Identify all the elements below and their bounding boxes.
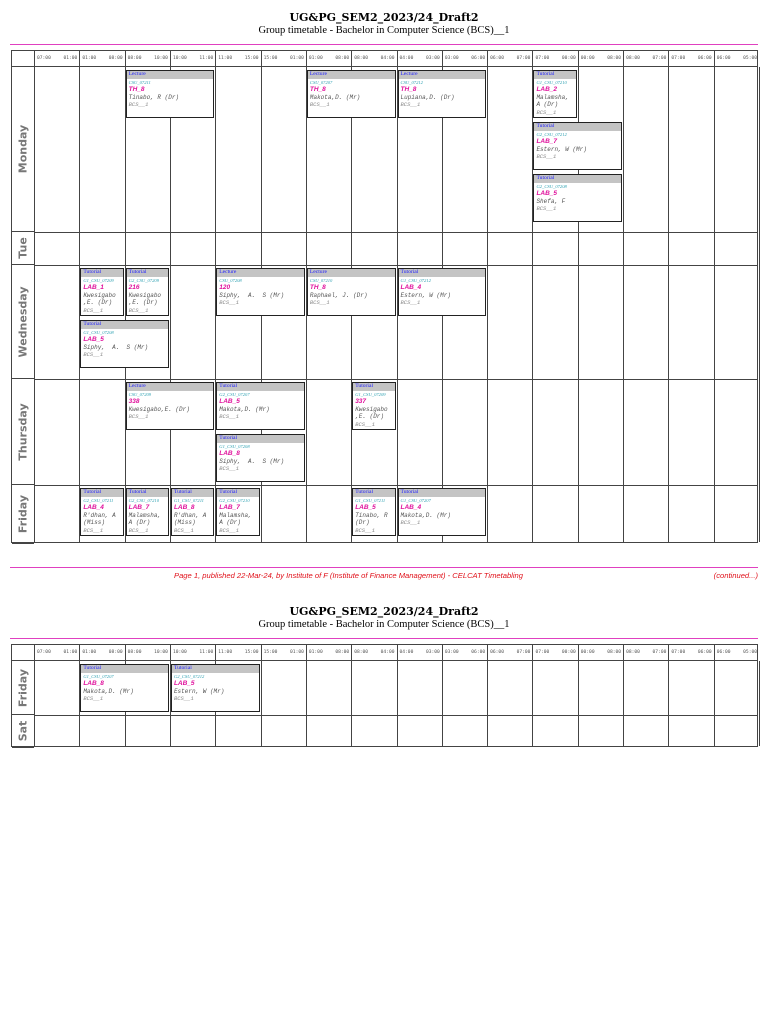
- time-slot-header: [34, 51, 79, 66]
- course-code: G1_CSU_07211: [173, 498, 204, 503]
- event-room: LAB_4: [83, 504, 104, 511]
- time-slot-header: [623, 645, 668, 660]
- event-staff: Kwesigabo,E. (Dr): [128, 405, 190, 413]
- time-label: 07:00: [37, 650, 51, 655]
- course-code: G1_CSU_07212: [400, 278, 431, 283]
- day-label-cell-tue: [12, 232, 34, 265]
- time-slot-header: [170, 51, 215, 66]
- event-type: Lecture: [127, 71, 214, 79]
- time-label: 06:00: [490, 650, 504, 655]
- page-title: UG&PG_SEM2_2023/24_Draft2: [289, 11, 479, 24]
- time-slot-header: [125, 51, 170, 66]
- event-room: LAB_7: [219, 504, 240, 511]
- event-group: BCS__1: [173, 695, 194, 702]
- event-room: LAB_4: [400, 284, 422, 291]
- footer-continued-note: (continued...): [713, 571, 758, 580]
- event-staff: Lupiana,D. (Dr): [400, 93, 455, 101]
- time-label: 04:00: [399, 56, 414, 61]
- event-type: Tutorial: [217, 435, 304, 443]
- time-slot-header: [532, 51, 577, 66]
- event-staff: Makota,D. (Mr): [309, 93, 361, 101]
- event-type: Tutorial: [172, 489, 213, 497]
- event-staff: Kwesigabo ,E. (Dr): [83, 291, 116, 306]
- event-staff: Makota,D. (Mr): [400, 511, 451, 519]
- day-label-cell-monday: [12, 67, 34, 232]
- course-code: G1_CSU_07211: [355, 498, 386, 503]
- event-type: Lecture: [308, 269, 395, 277]
- column-divider: [532, 661, 533, 746]
- timetable-event[interactable]: [80, 488, 123, 536]
- day-label: Friday: [16, 668, 30, 707]
- time-label: 03:00: [444, 650, 459, 655]
- event-type: Tutorial: [217, 383, 304, 391]
- timetable-event[interactable]: [398, 268, 487, 316]
- timetable-event[interactable]: [533, 70, 576, 118]
- event-staff: Tinabo, R (Dr): [355, 511, 388, 526]
- event-type: Tutorial: [534, 175, 621, 183]
- column-divider: [759, 661, 760, 746]
- course-code: CSU_07212: [400, 80, 423, 85]
- time-slot-header: [351, 645, 396, 660]
- time-label: 04:00: [399, 650, 414, 655]
- time-label: 07:00: [535, 650, 550, 655]
- event-staff: Estern, W (Mr): [173, 687, 225, 695]
- event-type: Tutorial: [81, 321, 168, 329]
- event-staff: R'dhan, A (Miss): [173, 511, 207, 526]
- time-slot-header: [442, 51, 487, 66]
- column-divider: [487, 67, 488, 542]
- timetable-event[interactable]: [171, 664, 260, 712]
- event-type: Tutorial: [399, 269, 486, 277]
- course-code: G1_CSU_07207: [400, 498, 431, 503]
- time-slot-header: [532, 645, 577, 660]
- event-group: BCS__1: [173, 526, 194, 534]
- time-label: 01:00: [308, 650, 323, 655]
- event-room: LAB_2: [536, 86, 558, 93]
- time-slot-header: [79, 645, 124, 660]
- time-label: 10:00: [172, 56, 187, 61]
- day-row-divider: [34, 485, 757, 486]
- timetable-event[interactable]: [216, 268, 305, 316]
- time-label: 08:00: [607, 56, 622, 61]
- day-label: Monday: [16, 124, 30, 174]
- event-room: LAB_7: [536, 138, 558, 145]
- day-label: Wednesday: [16, 285, 30, 358]
- time-label: 01:00: [290, 650, 304, 655]
- page-subtitle-continued: Group timetable - Bachelor in Computer Science (BCS)__1: [258, 619, 510, 630]
- time-label: 11:00: [218, 650, 233, 655]
- time-slot-header: [79, 51, 124, 66]
- time-label: 03:00: [425, 56, 440, 61]
- course-code: CSU_07209: [128, 392, 152, 397]
- event-room: TH_8: [128, 86, 145, 93]
- timetable-event[interactable]: [126, 382, 215, 430]
- column-divider: [34, 661, 35, 746]
- time-label: 00:00: [561, 650, 576, 655]
- time-label: 08:00: [354, 650, 369, 655]
- event-group: BCS__1: [309, 299, 330, 306]
- time-label: 10:00: [154, 56, 168, 61]
- course-code: G2_CSU_07207: [219, 392, 250, 397]
- time-label: 06:00: [471, 650, 486, 655]
- event-type: Tutorial: [217, 489, 258, 497]
- event-staff: Shefa, F: [536, 197, 566, 205]
- time-label: 08:00: [626, 56, 640, 61]
- event-type: Tutorial: [81, 269, 122, 277]
- event-group: BCS__1: [355, 526, 375, 534]
- event-type: Tutorial: [81, 665, 168, 673]
- event-type: Lecture: [399, 71, 486, 79]
- time-label: 11:00: [199, 56, 214, 61]
- course-code: G1_CSU_07209: [355, 392, 386, 397]
- time-slot-header: [306, 645, 351, 660]
- event-room: LAB_8: [173, 504, 195, 511]
- event-group: BCS__1: [219, 299, 240, 306]
- event-room: LAB_7: [128, 504, 150, 511]
- time-label: 00:00: [580, 650, 595, 655]
- event-staff: Makota,D. (Mr): [83, 687, 134, 695]
- time-label: 07:00: [535, 56, 550, 61]
- header-corner: [12, 645, 34, 661]
- time-slot-header: [668, 645, 713, 660]
- event-staff: Siphy, A. S (Mr): [219, 291, 285, 299]
- course-code: G1_CSU_07207: [83, 674, 114, 679]
- time-label: 08:00: [108, 650, 123, 655]
- event-group: BCS__1: [400, 519, 421, 526]
- column-divider: [487, 661, 488, 746]
- time-slot-header: [442, 645, 487, 660]
- time-slot-header: [578, 645, 623, 660]
- time-label: 06:00: [697, 56, 712, 61]
- time-slot-header: [125, 645, 170, 660]
- time-label: 08:00: [335, 650, 350, 655]
- header-divider-continued: [10, 638, 758, 639]
- timetable-grid-page-2: [11, 644, 758, 747]
- time-label: 06:00: [490, 56, 504, 61]
- column-divider: [578, 661, 579, 746]
- time-label: 07:00: [652, 650, 667, 655]
- event-type: Lecture: [308, 71, 395, 79]
- time-label: 01:00: [63, 650, 78, 655]
- time-slot-header: [714, 645, 759, 660]
- page-title-continued: UG&PG_SEM2_2023/24_Draft2: [289, 605, 479, 618]
- event-type: Tutorial: [534, 71, 575, 79]
- time-label: 07:00: [516, 56, 531, 61]
- timetable-event[interactable]: [80, 268, 123, 316]
- time-label: 08:00: [354, 56, 369, 61]
- day-row-divider: [34, 265, 757, 266]
- event-room: 338: [128, 398, 140, 405]
- time-label: 08:00: [127, 56, 142, 61]
- time-label: 07:00: [671, 650, 686, 655]
- time-label: 07:00: [671, 56, 686, 61]
- time-label: 11:00: [218, 56, 233, 61]
- event-group: BCS__1: [536, 108, 557, 116]
- event-staff: Estern, W (Mr): [400, 291, 451, 299]
- event-room: TH_8: [309, 284, 326, 291]
- time-label: 06:00: [716, 56, 731, 61]
- time-label: 15:00: [263, 650, 278, 655]
- column-divider: [623, 661, 624, 746]
- event-type: Tutorial: [127, 489, 168, 497]
- column-divider: [714, 67, 715, 542]
- timetable-event[interactable]: [533, 174, 622, 222]
- column-divider: [34, 67, 35, 542]
- event-group: BCS__1: [536, 153, 557, 160]
- time-label: 03:00: [444, 56, 459, 61]
- time-label: 00:00: [580, 56, 595, 61]
- course-code: G2_CSU_07212: [536, 132, 567, 137]
- event-room: 337: [355, 398, 367, 405]
- day-label: Tue: [16, 237, 30, 259]
- timetable-event[interactable]: [171, 488, 214, 536]
- event-staff: Siphy, A. S (Mr): [83, 343, 149, 351]
- column-divider: [442, 661, 443, 746]
- timetable-event[interactable]: [126, 268, 169, 316]
- time-label: 07:00: [652, 56, 667, 61]
- day-label: Sat: [16, 720, 30, 742]
- course-code: G2_CSU_07208: [536, 184, 567, 189]
- course-code: G1_CSU_07210: [536, 80, 567, 85]
- time-slot-header: [397, 51, 442, 66]
- course-code: G1_CSU_07208: [83, 330, 114, 335]
- event-room: 216: [128, 284, 140, 291]
- timetable-event[interactable]: [216, 382, 305, 430]
- timetable-event[interactable]: [533, 122, 622, 170]
- day-label-cell-wednesday: [12, 265, 34, 379]
- event-room: LAB_4: [400, 504, 422, 511]
- time-slot-header: [397, 645, 442, 660]
- time-slot-header: [487, 645, 532, 660]
- event-group: BCS__1: [219, 526, 240, 534]
- event-group: BCS__1: [400, 101, 421, 108]
- column-divider: [668, 67, 669, 542]
- column-divider: [397, 661, 398, 746]
- event-room: TH_8: [400, 86, 417, 93]
- column-divider: [351, 661, 352, 746]
- event-staff: Malamsha, A (Dr): [128, 511, 162, 526]
- time-label: 08:00: [626, 650, 640, 655]
- timetable-event[interactable]: [126, 70, 215, 118]
- event-room: LAB_8: [219, 450, 240, 457]
- column-divider: [261, 661, 262, 746]
- event-type: Tutorial: [534, 123, 621, 131]
- event-room: LAB_5: [355, 504, 376, 511]
- event-staff: Estern, W (Mr): [536, 145, 587, 153]
- header-divider: [10, 44, 758, 45]
- event-staff: Kwesigabo ,E. (Dr): [355, 405, 388, 420]
- time-label: 06:00: [697, 650, 712, 655]
- header-corner: [12, 51, 34, 67]
- event-group: BCS__1: [219, 413, 240, 420]
- day-label: Friday: [16, 494, 30, 534]
- page-subtitle: Group timetable - Bachelor in Computer Science (BCS)__1: [258, 25, 510, 36]
- time-label: 01:00: [82, 650, 97, 655]
- column-divider: [170, 67, 171, 542]
- timetable-event[interactable]: [352, 382, 395, 430]
- column-divider: [668, 661, 669, 746]
- time-label: 01:00: [82, 56, 97, 61]
- column-divider: [714, 661, 715, 746]
- timetable-event[interactable]: [216, 488, 259, 536]
- event-room: 120: [219, 284, 231, 291]
- timetable-event[interactable]: [216, 434, 305, 482]
- event-room: LAB_5: [83, 336, 104, 343]
- course-code: G2_CSU_07210: [128, 498, 159, 503]
- time-label: 06:00: [471, 56, 486, 61]
- event-type: Tutorial: [172, 665, 259, 673]
- time-label: 08:00: [127, 650, 142, 655]
- time-slot-header: [261, 51, 306, 66]
- event-type: Tutorial: [353, 489, 394, 497]
- footer-divider: [10, 567, 758, 568]
- course-code: CSU_07207: [309, 80, 333, 85]
- time-slot-header: [306, 51, 351, 66]
- event-staff: Makota,D. (Mr): [219, 405, 270, 413]
- event-room: LAB_1: [83, 284, 104, 291]
- time-label: 08:00: [335, 56, 350, 61]
- timetable-event[interactable]: [80, 664, 169, 712]
- event-staff: Malamsha, A (Dr): [536, 93, 569, 108]
- event-group: BCS__1: [128, 101, 149, 108]
- time-label: 01:00: [63, 56, 78, 61]
- event-group: BCS__1: [128, 526, 149, 534]
- timetable-event[interactable]: [398, 488, 487, 536]
- time-slot-header: [351, 51, 396, 66]
- course-code: G2_CSU_07209: [128, 278, 159, 283]
- day-label-cell-friday: [12, 485, 34, 544]
- time-label: 08:00: [108, 56, 123, 61]
- event-group: BCS__1: [219, 465, 240, 472]
- time-slot-header: [578, 51, 623, 66]
- day-row-divider: [34, 715, 757, 716]
- time-label: 10:00: [172, 650, 187, 655]
- time-label: 08:00: [607, 650, 622, 655]
- timetable-grid-page-1: [11, 50, 758, 543]
- event-type: Tutorial: [353, 383, 394, 391]
- time-slot-header: [714, 51, 759, 66]
- event-staff: Kwesigabo ,E. (Dr): [128, 291, 162, 306]
- event-room: LAB_5: [173, 680, 195, 687]
- event-staff: R'dhan, A (Miss): [83, 511, 116, 526]
- day-label-cell-thursday: [12, 379, 34, 485]
- event-group: BCS__1: [83, 695, 104, 702]
- time-label: 05:00: [743, 650, 757, 655]
- time-label: 04:00: [380, 56, 395, 61]
- event-type: Lecture: [217, 269, 304, 277]
- day-label-cell-friday: [12, 661, 34, 715]
- event-staff: Tinabo, R (Dr): [128, 93, 180, 101]
- timetable-event[interactable]: [352, 488, 395, 536]
- day-row-divider: [34, 379, 757, 380]
- time-label: 07:00: [516, 650, 531, 655]
- time-label: 06:00: [716, 650, 731, 655]
- course-code: G2_CSU_07212: [173, 674, 205, 679]
- day-row-divider: [34, 232, 757, 233]
- event-staff: Malamsha, A (Dr): [219, 511, 252, 526]
- time-slot-header: [215, 645, 260, 660]
- time-slot-header: [261, 645, 306, 660]
- column-divider: [623, 67, 624, 542]
- time-label: 15:00: [263, 56, 278, 61]
- event-group: BCS__1: [83, 306, 104, 314]
- time-slot-header: [215, 51, 260, 66]
- event-group: BCS__1: [128, 306, 149, 314]
- timetable-event[interactable]: [307, 268, 396, 316]
- event-group: BCS__1: [355, 420, 375, 428]
- event-room: LAB_5: [536, 190, 558, 197]
- time-slot-header: [34, 645, 79, 660]
- course-code: G2_CSU_07211: [83, 498, 114, 503]
- time-label: 11:00: [199, 650, 214, 655]
- time-slot-header: [487, 51, 532, 66]
- event-room: LAB_5: [219, 398, 240, 405]
- timetable-event[interactable]: [307, 70, 396, 118]
- event-group: BCS__1: [309, 101, 330, 108]
- course-code: G2_CSU_07210: [219, 498, 250, 503]
- course-code: G1_CSU_07208: [219, 444, 250, 449]
- event-group: BCS__1: [128, 413, 149, 420]
- event-staff: Siphy, A. S (Mr): [219, 457, 285, 465]
- time-slot-header: [668, 51, 713, 66]
- time-label: 05:00: [743, 56, 757, 61]
- event-room: LAB_8: [83, 680, 104, 687]
- time-slot-header: [623, 51, 668, 66]
- timetable-event[interactable]: [126, 488, 169, 536]
- event-type: Tutorial: [399, 489, 486, 497]
- course-code: CSU_07208: [219, 278, 242, 283]
- time-label: 03:00: [425, 650, 440, 655]
- event-group: BCS__1: [83, 526, 104, 534]
- event-room: TH_8: [309, 86, 326, 93]
- time-slot-header: [170, 645, 215, 660]
- column-divider: [306, 661, 307, 746]
- time-label: 01:00: [290, 56, 304, 61]
- event-staff: Raphael, J. (Dr): [309, 291, 368, 299]
- event-group: BCS__1: [400, 299, 421, 306]
- course-code: G1_CSU_07209: [83, 278, 114, 283]
- time-label: 04:00: [380, 650, 395, 655]
- time-label: 00:00: [561, 56, 576, 61]
- event-group: BCS__1: [536, 205, 557, 212]
- day-label: Thursday: [16, 402, 30, 461]
- day-label-cell-sat: [12, 715, 34, 748]
- footer-publication-note: Page 1, published 22-Mar-24, by Institute of F (Institute of Finance Management) - CELCAT Timetabling: [174, 571, 523, 580]
- time-label: 15:00: [244, 56, 259, 61]
- time-label: 10:00: [154, 650, 168, 655]
- course-code: CSU_07211: [128, 80, 151, 85]
- timetable-event[interactable]: [80, 320, 169, 368]
- time-label: 01:00: [308, 56, 323, 61]
- course-code: CSU_07210: [309, 278, 333, 283]
- event-group: BCS__1: [83, 351, 104, 358]
- column-divider: [759, 67, 760, 542]
- event-type: Lecture: [127, 383, 214, 391]
- event-type: Tutorial: [127, 269, 168, 277]
- time-label: 15:00: [244, 650, 259, 655]
- timetable-event[interactable]: [398, 70, 487, 118]
- time-label: 07:00: [37, 56, 51, 61]
- event-type: Tutorial: [81, 489, 122, 497]
